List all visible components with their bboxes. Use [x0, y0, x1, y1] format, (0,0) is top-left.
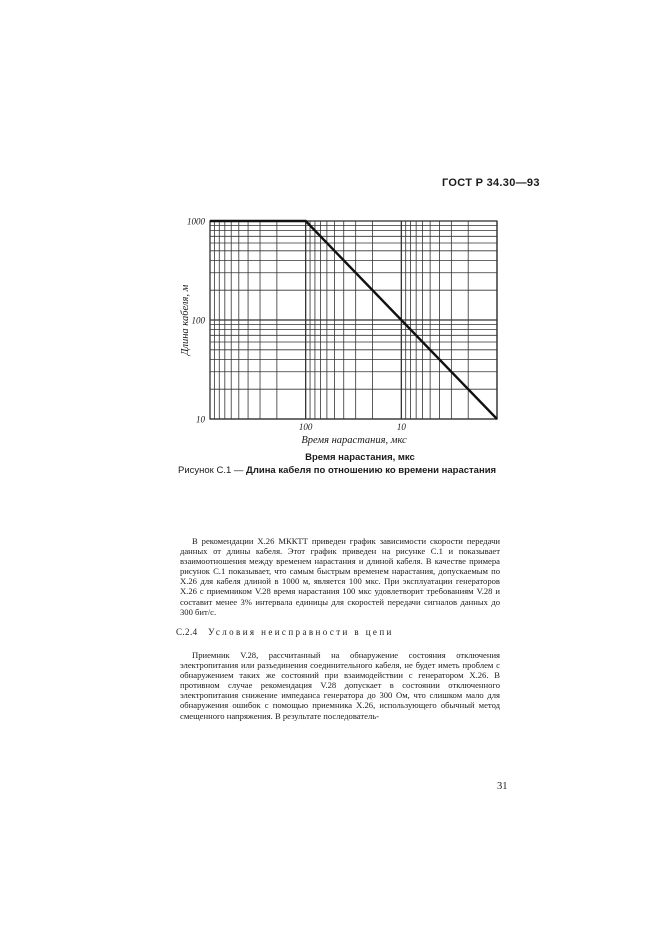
- x-tick-label: 100: [298, 422, 313, 432]
- y-tick-label: 100: [191, 315, 205, 326]
- x-tick-label: 10: [396, 422, 406, 432]
- paragraph-rise-time: В рекомендации X.26 МККТТ приведен график зависимости скорости передачи данных от длины кабеля. Этот график приведен на рисунке С.1 и показывает взаимоотношения между временем нарастания и длиной кабеля. В качестве примера рисунок С.1 показывает, что самым быстрым временем нарастания, допускаемым по X.26 для кабеля длиной в 1000 м, является 100 мкс. При эксплуатации генераторов X.26 с приемником V.28 время нарастания 100 мкс удовлетворит требованиям V.28 и составит менее 3% интервала единицы для скоростей передачи сигналов данных до 300 бит/с.: [180, 536, 500, 617]
- figure-caption: [178, 465, 508, 476]
- figure-label: Рисунок С.1 —: [178, 465, 244, 476]
- section-number: С.2.4: [176, 627, 198, 637]
- page-number: 31: [497, 781, 508, 792]
- chart-grid: [210, 221, 497, 419]
- chart-axis-caption: Время нарастания, мкс: [305, 452, 415, 463]
- y-tick-label: 10: [196, 414, 205, 425]
- section-heading: [176, 627, 394, 637]
- document-header: ГОСТ Р 34.30—93: [442, 177, 540, 189]
- y-axis-label: Длина кабеля, м: [180, 284, 191, 356]
- figure-title: Длина кабеля по отношению ко времени нарастания: [246, 465, 497, 476]
- paragraph-fault-conditions: Приемник V.28, рассчитанный на обнаружение состояния отключения электропитания или разъединения соединительного кабеля, не будет иметь проблем с обнаружением таких же состояний при взаимодействии с генератором X.26. В противном случае рекомендация V.28 допускает в состоянии отключенного электропитания снижение импеданса генератора до 300 Ом, что слишком мало для обнаружения ошибок с помощью приемника X.26, использующего обычный метод смещенного напряжения. В результате последователь-: [180, 650, 500, 721]
- section-title: Условия неисправности в цепи: [208, 627, 394, 637]
- y-tick-label: 1000: [187, 216, 205, 227]
- x-axis-label: Время нарастания, мкс: [301, 435, 407, 446]
